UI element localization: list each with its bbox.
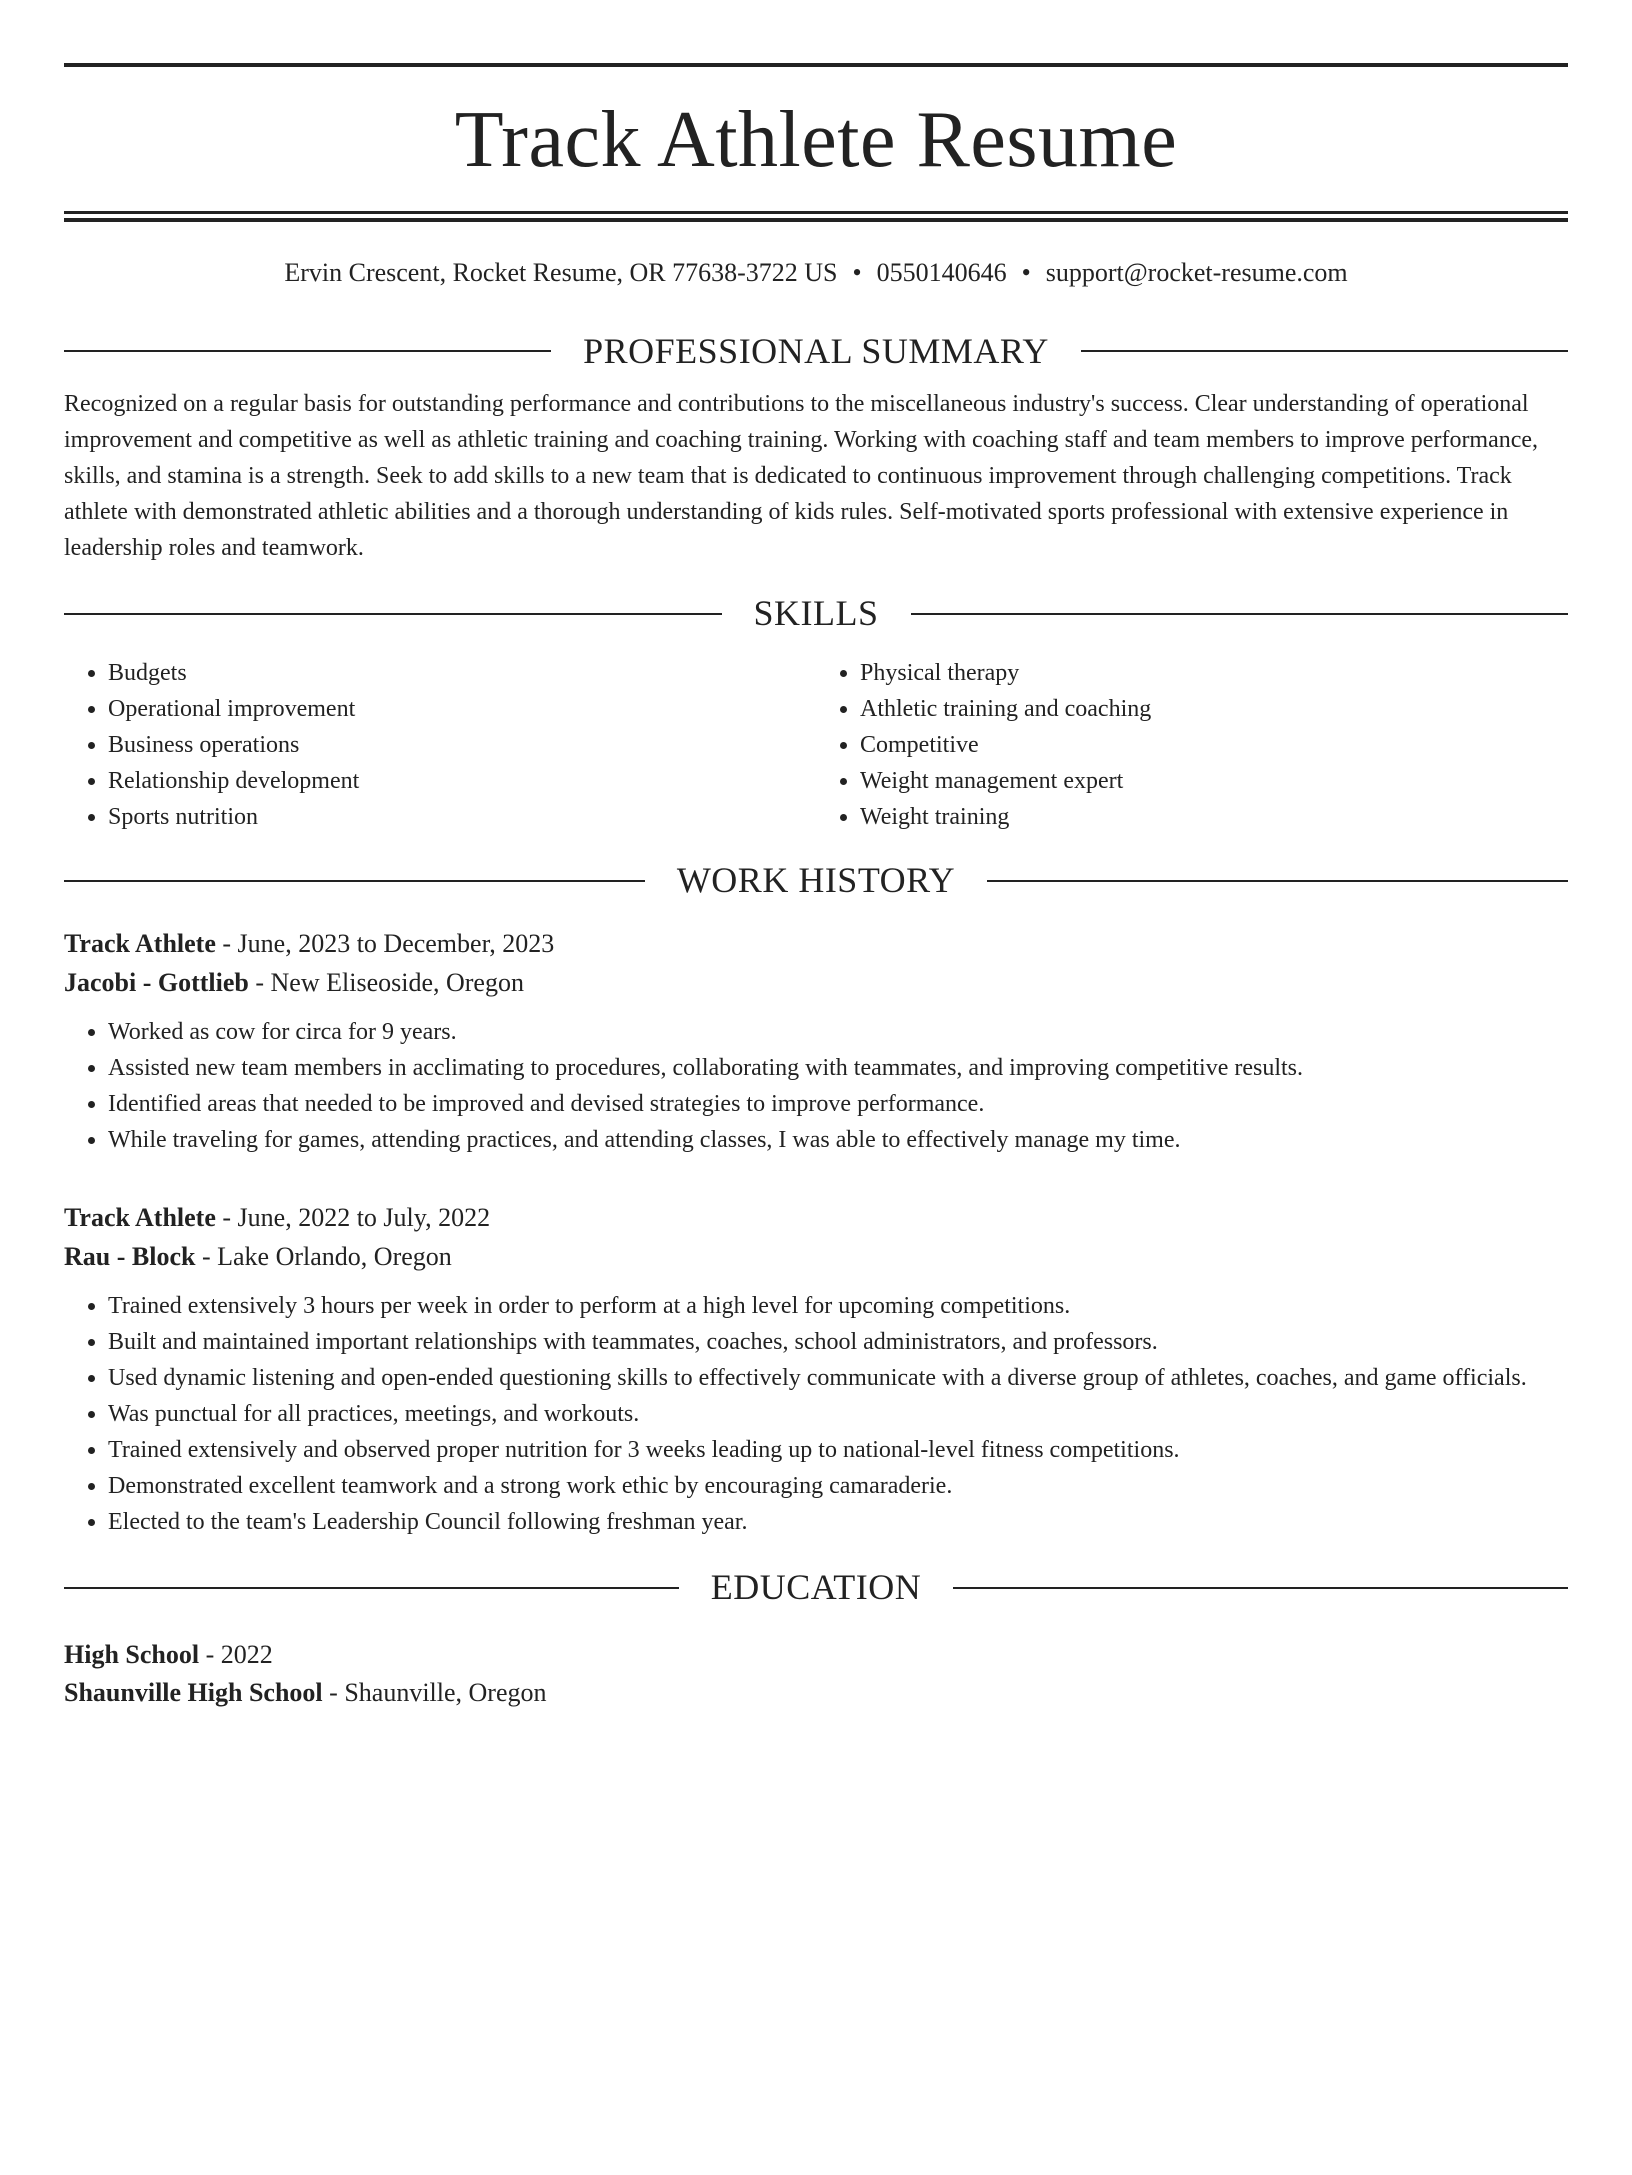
education-location: - Shaunville, Oregon: [322, 1677, 547, 1707]
job-bullet: • Was punctual for all practices, meetings, and workouts.: [108, 1396, 1568, 1432]
skill-item: • Sports nutrition: [108, 799, 816, 835]
skills-column-left: [64, 655, 816, 835]
job-bullet: • While traveling for games, attending practices, and attending classes, I was able to effectively manage my time.: [108, 1122, 1568, 1158]
job-bullet: • Demonstrated excellent teamwork and a strong work ethic by encouraging camaraderie.: [108, 1468, 1568, 1504]
job-location: - Lake Orlando, Oregon: [195, 1242, 452, 1272]
section-heading-label: PROFESSIONAL SUMMARY: [583, 330, 1049, 371]
education-school: Shaunville High School: [64, 1677, 323, 1707]
job-bullets: [64, 1014, 1568, 1158]
heading-rule: [953, 1587, 1568, 1589]
skill-item: • Athletic training and coaching: [860, 691, 1568, 727]
heading-rule: [987, 880, 1568, 882]
contact-separator: •: [1021, 258, 1031, 287]
section-heading-label: SKILLS: [753, 592, 879, 633]
resume-page: [0, 63, 1632, 2175]
job-location: - New Eliseoside, Oregon: [248, 968, 524, 998]
job-bullet: • Worked as cow for circa for 9 years.: [108, 1014, 1568, 1050]
skill-item: • Budgets: [108, 655, 816, 691]
job-entry: [64, 1198, 1568, 1540]
skill-item: • Competitive: [860, 727, 1568, 763]
section-heading-label: WORK HISTORY: [676, 860, 956, 901]
contact-address: Ervin Crescent, Rocket Resume, OR 77638-3722 US: [284, 258, 838, 287]
skill-item: • Weight training: [860, 799, 1568, 835]
contact-separator: •: [852, 258, 862, 287]
contact-line: [64, 256, 1568, 290]
section-heading-summary: [64, 330, 1568, 373]
job-company-line: [64, 963, 1568, 1002]
job-company: Rau - Block: [64, 1242, 196, 1272]
skill-item: • Relationship development: [108, 763, 816, 799]
page-title: Track Athlete Resume: [454, 96, 1178, 184]
job-entry: [64, 924, 1568, 1158]
education-year: - 2022: [199, 1639, 273, 1669]
section-heading-label: EDUCATION: [710, 1567, 922, 1608]
skill-item: • Physical therapy: [860, 655, 1568, 691]
header-double-rule: [64, 211, 1568, 222]
skill-item: • Weight management expert: [860, 763, 1568, 799]
heading-rule: [911, 613, 1569, 615]
skill-item: • Operational improvement: [108, 691, 816, 727]
job-bullet: • Built and maintained important relationships with teammates, coaches, school administrators, and professors.: [108, 1324, 1568, 1360]
job-bullet: • Trained extensively 3 hours per week in order to perform at a high level for upcoming competitions.: [108, 1288, 1568, 1324]
job-company-line: [64, 1237, 1568, 1276]
skills-column-right: [816, 655, 1568, 835]
job-title: Track Athlete: [64, 1203, 216, 1233]
section-heading-skills: [64, 592, 1568, 635]
heading-rule: [64, 350, 551, 352]
job-bullet: • Trained extensively and observed proper nutrition for 3 weeks leading up to national-level fitness competitions.: [108, 1432, 1568, 1468]
job-bullet: • Assisted new team members in acclimating to procedures, collaborating with teammates, and improving competitive results.: [108, 1050, 1568, 1086]
education-degree-line: [64, 1636, 1568, 1674]
contact-phone: 0550140646: [876, 258, 1007, 287]
job-bullet: • Elected to the team's Leadership Council following freshman year.: [108, 1504, 1568, 1540]
job-title: Track Athlete: [64, 929, 216, 959]
skill-item: • Business operations: [108, 727, 816, 763]
job-dates: - June, 2023 to December, 2023: [215, 929, 555, 959]
section-heading-education: [64, 1566, 1568, 1609]
heading-rule: [64, 880, 645, 882]
job-bullet: • Identified areas that needed to be improved and devised strategies to improve performance.: [108, 1086, 1568, 1122]
summary-text: Recognized on a regular basis for outstanding performance and contributions to the miscellaneous industry's success. Clear understanding of operational improvement and competitive as well as athletic training and coaching training. Working with coaching staff and team members to improve performance, skills, and stamina is a strength. Seek to add skills to a new team that is dedicated to continuous improvement through challenging competitions. Track athlete with demonstrated athletic abilities and a thorough understanding of kids rules. Self-motivated sports professional with extensive experience in leadership roles and teamwork.: [64, 390, 1539, 561]
education-degree: High School: [64, 1639, 200, 1669]
heading-rule: [64, 613, 722, 615]
job-bullets: [64, 1288, 1568, 1540]
section-heading-work-history: [64, 859, 1568, 902]
education-entry: [64, 1636, 1568, 1712]
job-dates: - June, 2022 to July, 2022: [215, 1203, 491, 1233]
skills-list: [64, 655, 1568, 835]
contact-email: support@rocket-resume.com: [1045, 258, 1348, 287]
job-company: Jacobi - Gottlieb: [64, 968, 249, 998]
job-title-line: [64, 1198, 1568, 1237]
job-title-line: [64, 924, 1568, 963]
job-bullet: • Used dynamic listening and open-ended questioning skills to effectively communicate with a diverse group of athletes, coaches, and game officials.: [108, 1360, 1568, 1396]
education-school-line: [64, 1674, 1568, 1712]
heading-rule: [64, 1587, 679, 1589]
heading-rule: [1081, 350, 1568, 352]
